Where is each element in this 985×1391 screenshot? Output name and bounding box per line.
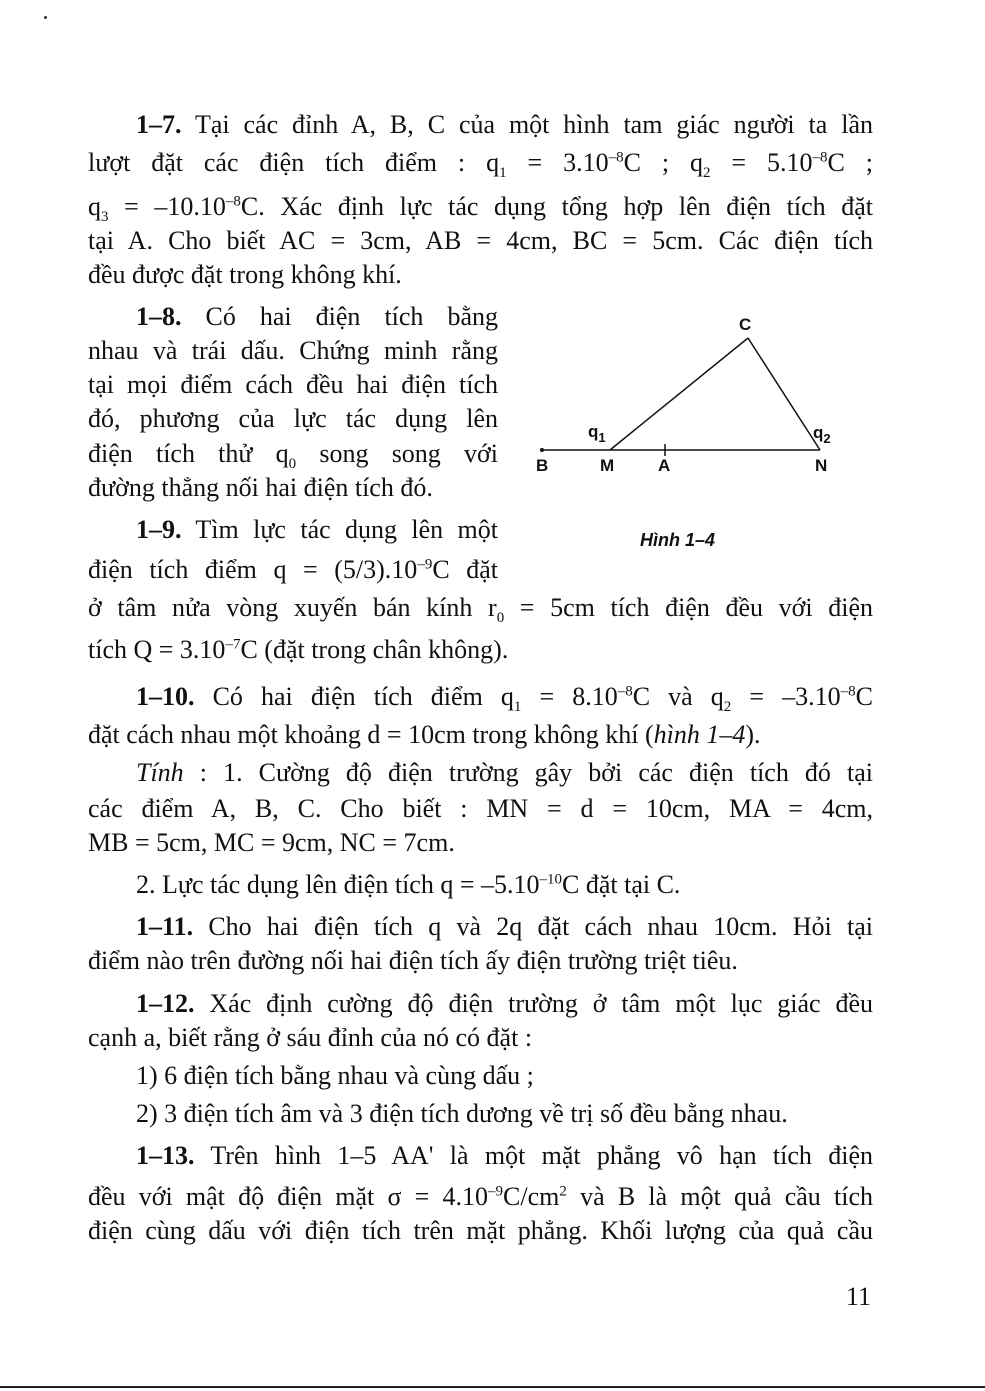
subscript: 1 <box>499 165 507 182</box>
q1-subscript: 1 <box>598 430 606 445</box>
text: ). <box>745 720 761 749</box>
triangle-diagram <box>520 308 860 508</box>
problem-1-9-line-3 <box>88 591 873 625</box>
subscript: 1 <box>513 699 522 716</box>
problem-1-10-line-2 <box>88 718 873 752</box>
text: = –10.10 <box>108 192 226 221</box>
text: đều với mật độ điện mặt σ = 4.10 <box>88 1182 489 1211</box>
text: C <box>855 682 873 711</box>
problem-1-8-line-3: tại mọi điểm cách đều hai điện tích <box>88 370 498 399</box>
problem-1-13-line-3: điện cùng dấu với điện tích trên mặt phẳng. Khối lượng của quả cầu <box>88 1216 873 1245</box>
superscript: –9 <box>488 1183 504 1200</box>
problem-number: 1–10. <box>136 682 195 711</box>
problem-number: 1–7. <box>136 110 182 139</box>
problem-1-10-line-4: các điểm A, B, C. Cho biết : MN = d = 10cm, MA = 4cm, <box>88 794 873 823</box>
text: ở tâm nửa vòng xuyến bán kính r <box>88 593 497 622</box>
text: C (đặt trong chân không). <box>240 635 509 664</box>
problem-1-10-line-3 <box>88 756 873 790</box>
text: Có hai điện tích bằng <box>181 302 498 331</box>
superscript: –8 <box>225 193 241 210</box>
page-number: 11 <box>846 1282 872 1311</box>
label-a: A <box>658 456 671 475</box>
text: Tại các đỉnh A, B, C của một hình tam giác người ta lần <box>181 110 873 139</box>
figure-caption: Hình 1–4 <box>640 530 716 550</box>
label-q1 <box>588 422 606 445</box>
text: : 1. Cường độ điện trường gây bởi các điện tích đó tại <box>183 758 873 787</box>
subscript: 0 <box>496 610 505 627</box>
superscript: –8 <box>617 683 633 700</box>
figure-reference: hình 1–4 <box>653 720 746 749</box>
text: C ; q <box>623 148 703 177</box>
text: Trên hình 1–5 AA' là một mặt phẳng vô hạn tích điện <box>194 1141 873 1170</box>
superscript: –8 <box>812 149 828 166</box>
figure-1-4 <box>520 308 860 558</box>
label-b: B <box>536 456 549 475</box>
text: C/cm <box>503 1182 560 1211</box>
subscript: 2 <box>723 699 732 716</box>
problem-1-12-line-3: 1) 6 điện tích bằng nhau và cùng dấu ; <box>136 1061 534 1090</box>
problem-1-8-line-5 <box>88 437 498 471</box>
bottom-edge-rule <box>0 1386 985 1388</box>
problem-1-12-line-2: cạnh a, biết rằng ở sáu đỉnh của nó có đặt : <box>88 1023 533 1052</box>
superscript: –7 <box>225 636 241 653</box>
problem-1-11-line-2: điểm nào trên đường nối hai điện tích ấy điện trường triệt tiêu. <box>88 946 738 975</box>
q1-letter: q <box>588 422 599 441</box>
problem-1-12-line-4: 2) 3 điện tích âm và 3 điện tích dương về trị số đều bằng nhau. <box>136 1099 788 1128</box>
label-m: M <box>600 456 615 475</box>
problem-1-12-line-1 <box>88 987 873 1021</box>
point-b <box>540 448 544 452</box>
label-n: N <box>815 456 828 475</box>
problem-1-9-line-1 <box>88 513 498 547</box>
scan-dot <box>44 16 47 19</box>
text: = 5cm tích điện đều với điện <box>504 593 873 622</box>
problem-1-11-line-1 <box>88 910 873 944</box>
problem-1-8-line-4: đó, phương của lực tác dụng lên <box>88 404 498 433</box>
text: điện tích thử q <box>88 439 289 468</box>
problem-1-7-line-2 <box>88 146 873 180</box>
problem-1-7-line-1 <box>88 108 873 142</box>
problem-number: 1–11. <box>136 912 194 941</box>
problem-1-9-line-2 <box>88 553 498 587</box>
text: đặt cách nhau một khoảng d = 10cm trong không khí ( <box>88 720 654 749</box>
line-mc <box>610 338 748 450</box>
line-cn <box>748 338 820 450</box>
problem-1-13-line-2 <box>88 1180 873 1214</box>
text: 2. Lực tác dụng lên điện tích q = –5.10 <box>136 870 540 899</box>
superscript: 2 <box>559 1183 567 1200</box>
text: Tìm lực tác dụng lên một <box>181 515 498 544</box>
text: C và q <box>632 682 724 711</box>
problem-1-8-line-2: nhau và trái dấu. Chứng minh rằng <box>88 336 498 365</box>
text: Xác định cường độ điện trường ở tâm một lục giác đều <box>194 989 873 1018</box>
text: và B là một quả cầu tích <box>566 1182 873 1211</box>
problem-1-10-line-1 <box>88 680 873 714</box>
superscript: –9 <box>417 556 433 573</box>
label-c: C <box>739 315 752 334</box>
problem-1-8-line-6: đường thẳng nối hai điện tích đó. <box>88 473 433 502</box>
text: C đặt <box>432 555 498 584</box>
problem-1-8-line-1 <box>88 300 498 334</box>
subscript: 0 <box>288 456 297 473</box>
problem-1-7-line-5: đều được đặt trong không khí. <box>88 260 402 289</box>
text: lượt đặt các điện tích điểm : q <box>88 148 500 177</box>
superscript: –10 <box>539 871 562 888</box>
problem-number: 1–13. <box>136 1141 195 1170</box>
subscript: 3 <box>101 209 109 226</box>
text: = 3.10 <box>506 148 609 177</box>
problem-1-9-line-4 <box>88 633 873 667</box>
text: tích Q = 3.10 <box>88 635 226 664</box>
text: Tính <box>136 758 184 787</box>
q2-letter: q <box>813 423 824 442</box>
problem-1-7-line-4: tại A. Cho biết AC = 3cm, AB = 4cm, BC = 5cm. Các điện tích <box>88 226 873 255</box>
text: = 5.10 <box>710 148 813 177</box>
text: điện tích điểm q = (5/3).10 <box>88 555 418 584</box>
problem-1-10-line-5: MB = 5cm, MC = 9cm, NC = 7cm. <box>88 828 455 857</box>
problem-number: 1–9. <box>136 515 182 544</box>
superscript: –8 <box>608 149 624 166</box>
problem-number: 1–12. <box>136 989 195 1018</box>
subscript: 2 <box>703 165 711 182</box>
problem-1-13-line-1 <box>88 1139 873 1173</box>
text: Có hai điện tích điểm q <box>194 682 514 711</box>
text: Cho hai điện tích q và 2q đặt cách nhau 10cm. Hỏi tại <box>193 912 873 941</box>
problem-number: 1–8. <box>136 302 182 331</box>
text: C đặt tại C. <box>562 870 681 899</box>
text: q <box>88 192 101 221</box>
text: C. Xác định lực tác dụng tổng hợp lên điện tích đặt <box>240 192 873 221</box>
text: song song với <box>296 439 498 468</box>
problem-1-10-line-6 <box>88 868 873 902</box>
text: = –3.10 <box>731 682 841 711</box>
text: = 8.10 <box>521 682 618 711</box>
superscript: –8 <box>840 683 856 700</box>
q2-subscript: 2 <box>823 431 831 446</box>
problem-1-7-line-3 <box>88 190 873 224</box>
text: C ; <box>827 148 873 177</box>
